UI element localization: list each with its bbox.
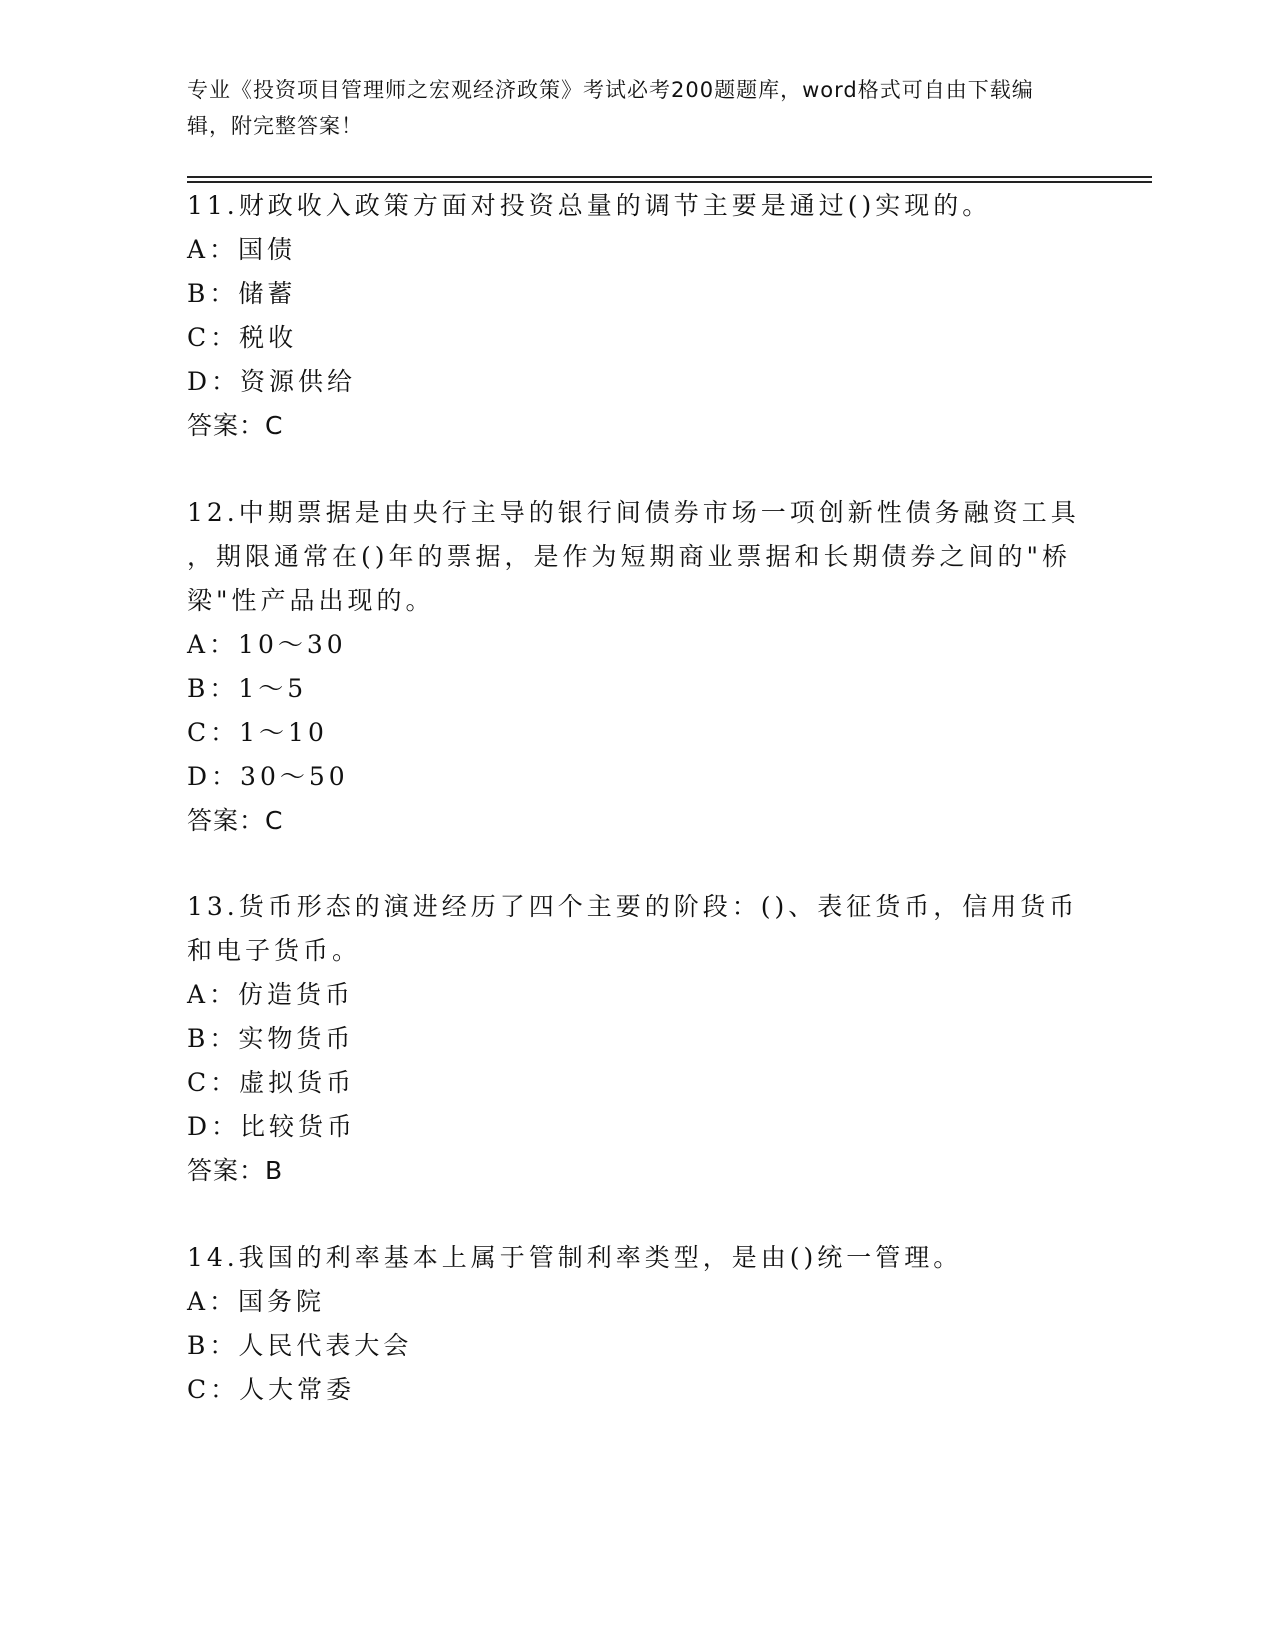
question-13-text-line-2: 和电子货币。 [187,936,362,965]
question-13-option-a: A：仿造货币 [187,980,355,1009]
question-11-option-b: B：储蓄 [187,279,297,308]
document-header: 专业《投资项目管理师之宏观经济政策》考试必考200题题库，word格式可自由下载编辑，附完整答案！ [187,78,1034,138]
question-14-text: 14.我国的利率基本上属于管制利率类型，是由()统一管理。 [187,1243,963,1272]
question-11-text: 11.财政收入政策方面对投资总量的调节主要是通过()实现的。 [187,191,992,220]
question-11-answer: 答案：C [187,411,284,440]
question-13-answer: 答案：B [187,1156,284,1185]
question-11-option-d: D：资源供给 [187,367,357,396]
question-14-option-c: C：人大常委 [187,1375,356,1404]
question-12-option-d: D：30～50 [187,762,349,791]
question-12-option-b: B：1～5 [187,674,308,703]
question-12-text-line-3: 梁"性产品出现的。 [187,586,435,615]
header-divider-top [187,176,1152,178]
question-12-option-a: A：10～30 [187,630,347,659]
question-12-answer: 答案：C [187,806,284,835]
question-14-option-b: B：人民代表大会 [187,1331,413,1360]
question-13-option-d: D：比较货币 [187,1112,357,1141]
question-11-option-c: C：税收 [187,323,298,352]
question-13-option-b: B：实物货币 [187,1024,355,1053]
header-divider-bottom [187,181,1152,183]
question-12-option-c: C：1～10 [187,718,328,747]
question-13-text-line-1: 13.货币形态的演进经历了四个主要的阶段：()、表征货币，信用货币 [187,892,1079,921]
question-12-text-line-1: 12.中期票据是由央行主导的银行间债券市场一项创新性债务融资工具 [187,498,1080,527]
question-11-option-a: A：国债 [187,235,297,264]
question-12-text-line-2: ，期限通常在()年的票据，是作为短期商业票据和长期债券之间的"桥 [187,542,1072,571]
question-13-option-c: C：虚拟货币 [187,1068,356,1097]
question-14-option-a: A：国务院 [187,1287,326,1316]
